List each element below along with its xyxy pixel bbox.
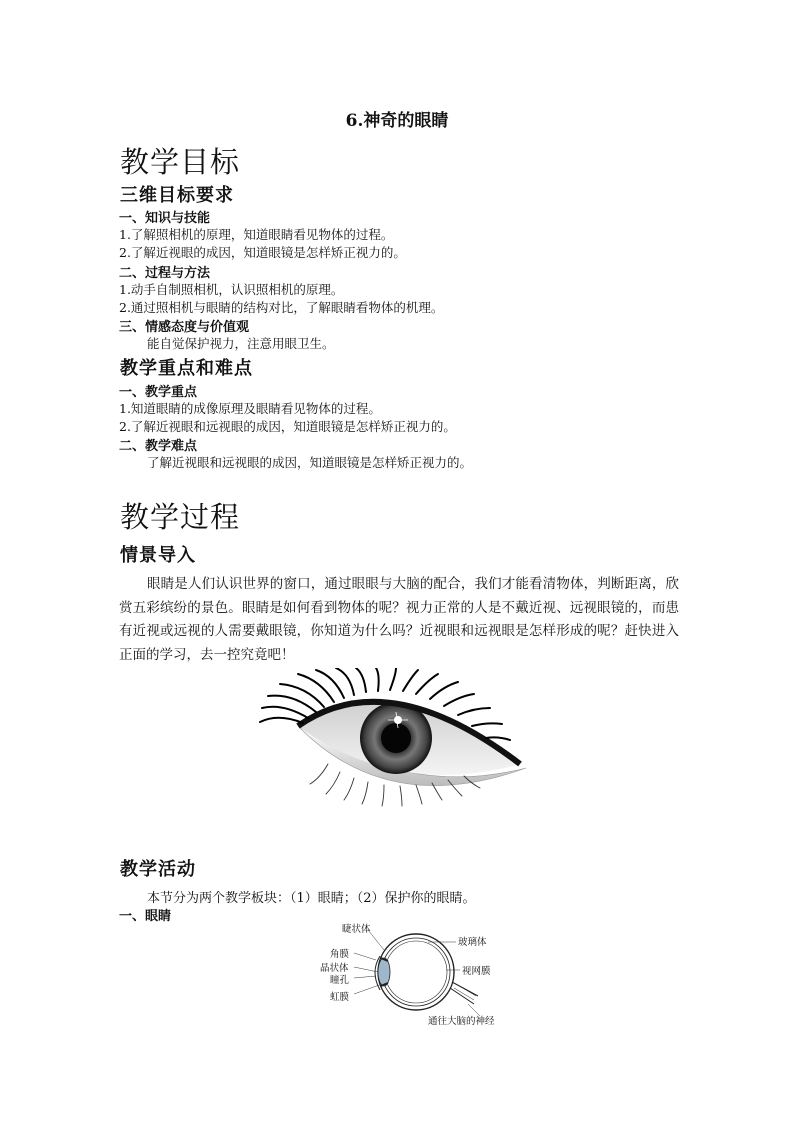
- document-title: 6.神奇的眼睛: [345, 111, 449, 131]
- heading-teaching-goals: 教学目标: [120, 145, 241, 179]
- label-iris: 虹膜: [330, 992, 350, 1003]
- heading-process-methods: 二、过程与方法: [119, 266, 211, 281]
- label-lens: 晶状体: [320, 963, 349, 974]
- process-item-2: 2.通过照相机与眼睛的结构对比，了解眼睛看物体的机理。: [119, 300, 444, 315]
- label-optic-nerve: 通往大脑的神经: [428, 1016, 495, 1027]
- heading-difficult-points: 二、教学难点: [119, 439, 198, 454]
- label-cornea: 角膜: [330, 949, 350, 960]
- attitude-text: 能自觉保护视力，注意用眼卫生。: [147, 336, 335, 351]
- heading-scene-intro: 情景导入: [120, 545, 196, 566]
- heading-attitude-values: 三、情感态度与价值观: [119, 320, 250, 335]
- difficult-text: 了解近视眼和远视眼的成因，知道眼镜是怎样矫正视力的。: [147, 455, 473, 470]
- label-vitreous-body: 玻璃体: [458, 937, 487, 948]
- label-pupil: 瞳孔: [330, 975, 350, 986]
- heading-three-dimensional-goals: 三维目标要求: [120, 185, 234, 206]
- heading-knowledge-skills: 一、知识与技能: [119, 211, 211, 226]
- activity-text: 本节分为两个教学板块：（1）眼睛；（2）保护你的眼睛。: [147, 891, 476, 906]
- heading-teaching-activity: 教学活动: [120, 859, 196, 880]
- label-retina: 视网膜: [462, 966, 491, 977]
- heading-teaching-process: 教学过程: [120, 500, 241, 534]
- eye-illustration: [258, 668, 530, 808]
- key-item-2: 2.了解近视眼和远视眼的成因，知道眼镜是怎样矫正视力的。: [119, 419, 456, 434]
- heading-key-difficult-points: 教学重点和难点: [120, 358, 253, 379]
- knowledge-item-1: 1.了解照相机的原理，知道眼睛看见物体的过程。: [119, 227, 394, 242]
- label-ciliary-body: 睫状体: [342, 924, 371, 935]
- key-item-1: 1.知道眼睛的成像原理及眼睛看见物体的过程。: [119, 401, 381, 416]
- knowledge-item-2: 2.了解近视眼的成因，知道眼镜是怎样矫正视力的。: [119, 245, 406, 260]
- process-item-1: 1.动手自制照相机，认识照相机的原理。: [119, 282, 344, 297]
- heading-key-points: 一、教学重点: [119, 385, 198, 400]
- intro-paragraph: 眼睛是人们认识世界的窗口，通过眼眼与大脑的配合，我们才能看清物体，判断距离，欣赏五彩缤纷的景色。眼睛是如何看到物体的呢？视力正常的人是不戴近视、远视眼镜的，而患有近视或远视的人需要戴眼镜，你知道为什么吗？近视眼和远视眼是怎样形成的呢？赶快进入正面的学习，去一控究竟吧！: [119, 576, 679, 663]
- heading-eye: 一、眼睛: [119, 909, 172, 924]
